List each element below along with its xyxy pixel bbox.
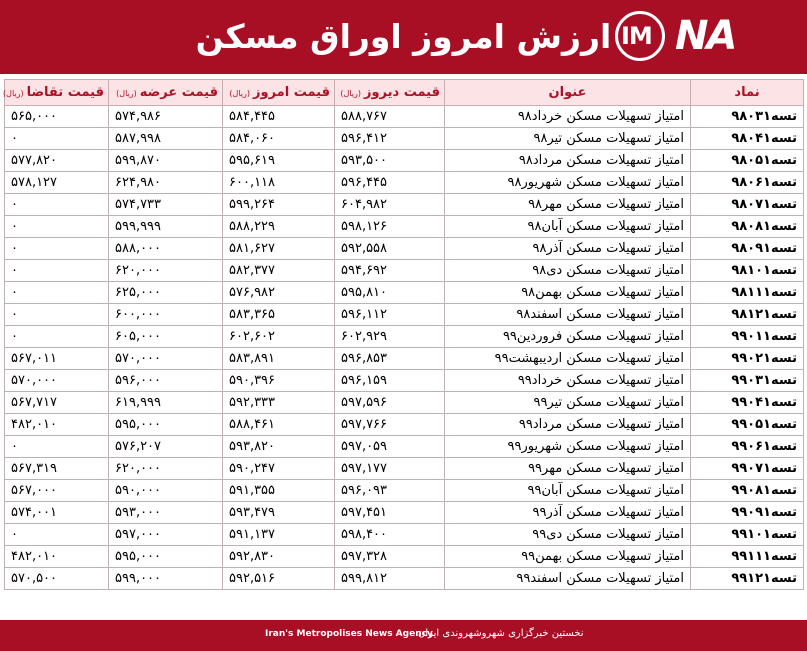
cell-yesterday-price: ۵۹۵,۸۱۰ — [335, 282, 445, 304]
cell-yesterday-price: ۵۹۹,۸۱۲ — [335, 568, 445, 590]
cell-yesterday-price: ۵۹۶,۱۱۲ — [335, 304, 445, 326]
cell-symbol: تسه۹۹۰۹۱ — [691, 502, 804, 524]
cell-demand-price: ۵۷۷,۸۲۰ — [5, 150, 109, 172]
cell-symbol: تسه۹۸۱۰۱ — [691, 260, 804, 282]
cell-yesterday-price: ۵۹۶,۱۵۹ — [335, 370, 445, 392]
cell-today-price: ۵۸۴,۴۴۵ — [223, 106, 335, 128]
cell-demand-price: ۰ — [5, 128, 109, 150]
cell-demand-price: ۰ — [5, 216, 109, 238]
cell-today-price: ۵۸۴,۰۶۰ — [223, 128, 335, 150]
cell-demand-price: ۰ — [5, 282, 109, 304]
cell-offer-price: ۵۸۷,۹۹۸ — [109, 128, 223, 150]
cell-offer-price: ۶۰۵,۰۰۰ — [109, 326, 223, 348]
cell-today-price: ۵۹۱,۱۳۷ — [223, 524, 335, 546]
cell-today-price: ۵۸۳,۸۹۱ — [223, 348, 335, 370]
table-row — [5, 414, 804, 436]
cell-symbol: تسه۹۸۰۵۱ — [691, 150, 804, 172]
column-header-today-price — [223, 80, 335, 106]
cell-demand-price: ۵۶۷,۰۱۱ — [5, 348, 109, 370]
column-header-label: عنوان — [548, 85, 587, 100]
cell-title: امتیاز تسهیلات مسکن شهریور۹۸ — [445, 172, 691, 194]
cell-today-price: ۵۸۸,۴۶۱ — [223, 414, 335, 436]
cell-title: امتیاز تسهیلات مسکن فروردین۹۹ — [445, 326, 691, 348]
cell-title: امتیاز تسهیلات مسکن دی۹۹ — [445, 524, 691, 546]
cell-symbol: تسه۹۸۰۳۱ — [691, 106, 804, 128]
table-row — [5, 150, 804, 172]
cell-offer-price: ۵۹۷,۰۰۰ — [109, 524, 223, 546]
cell-demand-price: ۰ — [5, 194, 109, 216]
cell-yesterday-price: ۵۹۳,۵۰۰ — [335, 150, 445, 172]
column-header-yesterday-price — [335, 80, 445, 106]
cell-symbol: تسه۹۹۰۵۱ — [691, 414, 804, 436]
cell-demand-price: ۴۸۲,۰۱۰ — [5, 546, 109, 568]
cell-title: امتیاز تسهیلات مسکن آذر۹۹ — [445, 502, 691, 524]
cell-yesterday-price: ۵۹۷,۳۲۸ — [335, 546, 445, 568]
cell-today-price: ۵۹۲,۳۳۳ — [223, 392, 335, 414]
cell-offer-price: ۵۹۹,۸۷۰ — [109, 150, 223, 172]
cell-demand-price: ۵۶۷,۳۱۹ — [5, 458, 109, 480]
cell-title: امتیاز تسهیلات مسکن آبان۹۹ — [445, 480, 691, 502]
cell-yesterday-price: ۵۹۴,۶۹۲ — [335, 260, 445, 282]
cell-yesterday-price: ۶۰۲,۹۲۹ — [335, 326, 445, 348]
cell-symbol: تسه۹۸۰۷۱ — [691, 194, 804, 216]
logo-text-left: IM — [621, 22, 652, 50]
footer-agency-fa: نخستین خبرگزاری شهروشهروندی ایران — [418, 628, 584, 639]
cell-today-price: ۵۹۲,۸۳۰ — [223, 546, 335, 568]
table-row — [5, 546, 804, 568]
cell-demand-price: ۵۷۸,۱۲۷ — [5, 172, 109, 194]
cell-demand-price: ۰ — [5, 260, 109, 282]
cell-title: امتیاز تسهیلات مسکن مرداد۹۸ — [445, 150, 691, 172]
cell-demand-price: ۰ — [5, 238, 109, 260]
cell-symbol: تسه۹۹۰۱۱ — [691, 326, 804, 348]
cell-title: امتیاز تسهیلات مسکن شهریور۹۹ — [445, 436, 691, 458]
imna-logo — [615, 11, 793, 63]
housing-bonds-table — [4, 79, 804, 590]
cell-demand-price: ۴۸۲,۰۱۰ — [5, 414, 109, 436]
footer-bar — [0, 620, 807, 651]
cell-offer-price: ۵۸۸,۰۰۰ — [109, 238, 223, 260]
table-row — [5, 172, 804, 194]
cell-yesterday-price: ۵۹۶,۴۱۲ — [335, 128, 445, 150]
column-header-unit: (ریال) — [229, 89, 251, 98]
cell-today-price: ۵۷۶,۹۸۲ — [223, 282, 335, 304]
table-row — [5, 216, 804, 238]
cell-offer-price: ۶۲۰,۰۰۰ — [109, 458, 223, 480]
cell-demand-price: ۵۶۷,۷۱۷ — [5, 392, 109, 414]
cell-symbol: تسه۹۹۱۰۱ — [691, 524, 804, 546]
cell-yesterday-price: ۶۰۴,۹۸۲ — [335, 194, 445, 216]
table-row — [5, 480, 804, 502]
cell-yesterday-price: ۵۹۶,۴۴۵ — [335, 172, 445, 194]
cell-today-price: ۵۹۳,۸۲۰ — [223, 436, 335, 458]
cell-demand-price: ۵۶۷,۰۰۰ — [5, 480, 109, 502]
title-banner — [0, 0, 807, 74]
table-row — [5, 524, 804, 546]
cell-title: امتیاز تسهیلات مسکن اردیبهشت۹۹ — [445, 348, 691, 370]
table-row — [5, 348, 804, 370]
page-title: ارزش امروز اوراق مسکن — [195, 17, 612, 56]
cell-offer-price: ۵۹۳,۰۰۰ — [109, 502, 223, 524]
cell-today-price: ۵۹۱,۳۵۵ — [223, 480, 335, 502]
table-header-row — [5, 80, 804, 106]
cell-demand-price: ۵۷۰,۵۰۰ — [5, 568, 109, 590]
column-header-demand-price — [5, 80, 109, 106]
cell-symbol: تسه۹۹۰۲۱ — [691, 348, 804, 370]
table-row — [5, 370, 804, 392]
cell-today-price: ۵۹۰,۲۴۷ — [223, 458, 335, 480]
column-header-unit: (ریال) — [3, 89, 24, 98]
cell-offer-price: ۵۹۵,۰۰۰ — [109, 414, 223, 436]
cell-offer-price: ۵۷۶,۲۰۷ — [109, 436, 223, 458]
cell-yesterday-price: ۵۹۶,۸۵۳ — [335, 348, 445, 370]
cell-title: امتیاز تسهیلات مسکن بهمن۹۸ — [445, 282, 691, 304]
cell-title: امتیاز تسهیلات مسکن خرداد۹۸ — [445, 106, 691, 128]
column-header-label: قیمت تقاضا — [26, 85, 104, 100]
cell-today-price: ۵۸۸,۲۲۹ — [223, 216, 335, 238]
cell-demand-price: ۰ — [5, 326, 109, 348]
cell-title: امتیاز تسهیلات مسکن خرداد۹۹ — [445, 370, 691, 392]
cell-yesterday-price: ۵۹۸,۴۰۰ — [335, 524, 445, 546]
cell-symbol: تسه۹۸۰۹۱ — [691, 238, 804, 260]
table-row — [5, 260, 804, 282]
table-body — [5, 106, 804, 590]
cell-symbol: تسه۹۹۰۸۱ — [691, 480, 804, 502]
table-row — [5, 458, 804, 480]
column-header-unit: (ریال) — [116, 89, 137, 98]
cell-symbol: تسه۹۹۱۲۱ — [691, 568, 804, 590]
cell-today-price: ۵۹۲,۵۱۶ — [223, 568, 335, 590]
table-row — [5, 568, 804, 590]
table-row — [5, 238, 804, 260]
cell-offer-price: ۶۲۵,۰۰۰ — [109, 282, 223, 304]
cell-yesterday-price: ۵۹۲,۵۵۸ — [335, 238, 445, 260]
cell-title: امتیاز تسهیلات مسکن دی۹۸ — [445, 260, 691, 282]
cell-offer-price: ۶۰۰,۰۰۰ — [109, 304, 223, 326]
cell-symbol: تسه۹۹۰۷۱ — [691, 458, 804, 480]
cell-symbol: تسه۹۹۱۱۱ — [691, 546, 804, 568]
column-header-label: قیمت امروز — [253, 85, 330, 100]
cell-today-price: ۵۸۲,۳۷۷ — [223, 260, 335, 282]
cell-yesterday-price: ۵۹۷,۷۶۶ — [335, 414, 445, 436]
cell-today-price: ۵۹۳,۴۷۹ — [223, 502, 335, 524]
cell-title: امتیاز تسهیلات مسکن آبان۹۸ — [445, 216, 691, 238]
table-row — [5, 128, 804, 150]
cell-symbol: تسه۹۸۰۴۱ — [691, 128, 804, 150]
column-header-offer-price — [109, 80, 223, 106]
cell-offer-price: ۵۹۰,۰۰۰ — [109, 480, 223, 502]
cell-symbol: تسه۹۹۰۴۱ — [691, 392, 804, 414]
logo-text-right: NA — [675, 13, 736, 59]
cell-title: امتیاز تسهیلات مسکن تیر۹۹ — [445, 392, 691, 414]
cell-yesterday-price: ۵۹۷,۰۵۹ — [335, 436, 445, 458]
table-row — [5, 106, 804, 128]
cell-symbol: تسه۹۸۱۲۱ — [691, 304, 804, 326]
cell-title: امتیاز تسهیلات مسکن تیر۹۸ — [445, 128, 691, 150]
cell-today-price: ۵۸۳,۳۶۵ — [223, 304, 335, 326]
cell-title: امتیاز تسهیلات مسکن بهمن۹۹ — [445, 546, 691, 568]
column-header-label: نماد — [734, 85, 760, 100]
cell-yesterday-price: ۵۹۷,۱۷۷ — [335, 458, 445, 480]
table-row — [5, 436, 804, 458]
footer-agency-en: Iran's Metropolises News Agency — [265, 629, 433, 639]
table-row — [5, 326, 804, 348]
cell-today-price: ۵۹۹,۲۶۴ — [223, 194, 335, 216]
cell-yesterday-price: ۵۹۷,۴۵۱ — [335, 502, 445, 524]
cell-demand-price: ۰ — [5, 524, 109, 546]
cell-offer-price: ۵۹۵,۰۰۰ — [109, 546, 223, 568]
cell-demand-price: ۵۷۴,۰۰۱ — [5, 502, 109, 524]
cell-title: امتیاز تسهیلات مسکن مرداد۹۹ — [445, 414, 691, 436]
cell-today-price: ۶۰۲,۶۰۲ — [223, 326, 335, 348]
table-row — [5, 194, 804, 216]
cell-yesterday-price: ۵۹۸,۱۲۶ — [335, 216, 445, 238]
cell-offer-price: ۵۹۹,۹۹۹ — [109, 216, 223, 238]
table-row — [5, 502, 804, 524]
cell-yesterday-price: ۵۹۷,۵۹۶ — [335, 392, 445, 414]
cell-title: امتیاز تسهیلات مسکن اسفند۹۹ — [445, 568, 691, 590]
cell-offer-price: ۶۱۹,۹۹۹ — [109, 392, 223, 414]
cell-symbol: تسه۹۹۰۶۱ — [691, 436, 804, 458]
cell-today-price: ۵۸۱,۶۲۷ — [223, 238, 335, 260]
column-header-label: قیمت دیروز — [363, 85, 440, 100]
cell-demand-price: ۵۷۰,۰۰۰ — [5, 370, 109, 392]
cell-offer-price: ۵۹۶,۰۰۰ — [109, 370, 223, 392]
table-row — [5, 392, 804, 414]
cell-title: امتیاز تسهیلات مسکن آذر۹۸ — [445, 238, 691, 260]
column-header-title — [445, 80, 691, 106]
table-row — [5, 304, 804, 326]
cell-symbol: تسه۹۹۰۳۱ — [691, 370, 804, 392]
column-header-label: قیمت عرضه — [139, 85, 218, 100]
cell-offer-price: ۶۲۴,۹۸۰ — [109, 172, 223, 194]
column-header-unit: (ریال) — [340, 89, 361, 98]
cell-today-price: ۵۹۰,۳۹۶ — [223, 370, 335, 392]
cell-today-price: ۶۰۰,۱۱۸ — [223, 172, 335, 194]
cell-offer-price: ۵۷۰,۰۰۰ — [109, 348, 223, 370]
cell-title: امتیاز تسهیلات مسکن مهر۹۹ — [445, 458, 691, 480]
cell-demand-price: ۰ — [5, 436, 109, 458]
cell-symbol: تسه۹۸۱۱۱ — [691, 282, 804, 304]
column-header-symbol — [691, 80, 804, 106]
table-row — [5, 282, 804, 304]
cell-offer-price: ۵۷۴,۷۳۳ — [109, 194, 223, 216]
cell-yesterday-price: ۵۸۸,۷۶۷ — [335, 106, 445, 128]
cell-title: امتیاز تسهیلات مسکن اسفند۹۸ — [445, 304, 691, 326]
cell-title: امتیاز تسهیلات مسکن مهر۹۸ — [445, 194, 691, 216]
cell-symbol: تسه۹۸۰۸۱ — [691, 216, 804, 238]
cell-today-price: ۵۹۵,۶۱۹ — [223, 150, 335, 172]
cell-offer-price: ۵۷۴,۹۸۶ — [109, 106, 223, 128]
cell-demand-price: ۵۶۵,۰۰۰ — [5, 106, 109, 128]
cell-offer-price: ۶۲۰,۰۰۰ — [109, 260, 223, 282]
cell-yesterday-price: ۵۹۶,۰۹۳ — [335, 480, 445, 502]
cell-offer-price: ۵۹۹,۰۰۰ — [109, 568, 223, 590]
cell-symbol: تسه۹۸۰۶۱ — [691, 172, 804, 194]
cell-demand-price: ۰ — [5, 304, 109, 326]
